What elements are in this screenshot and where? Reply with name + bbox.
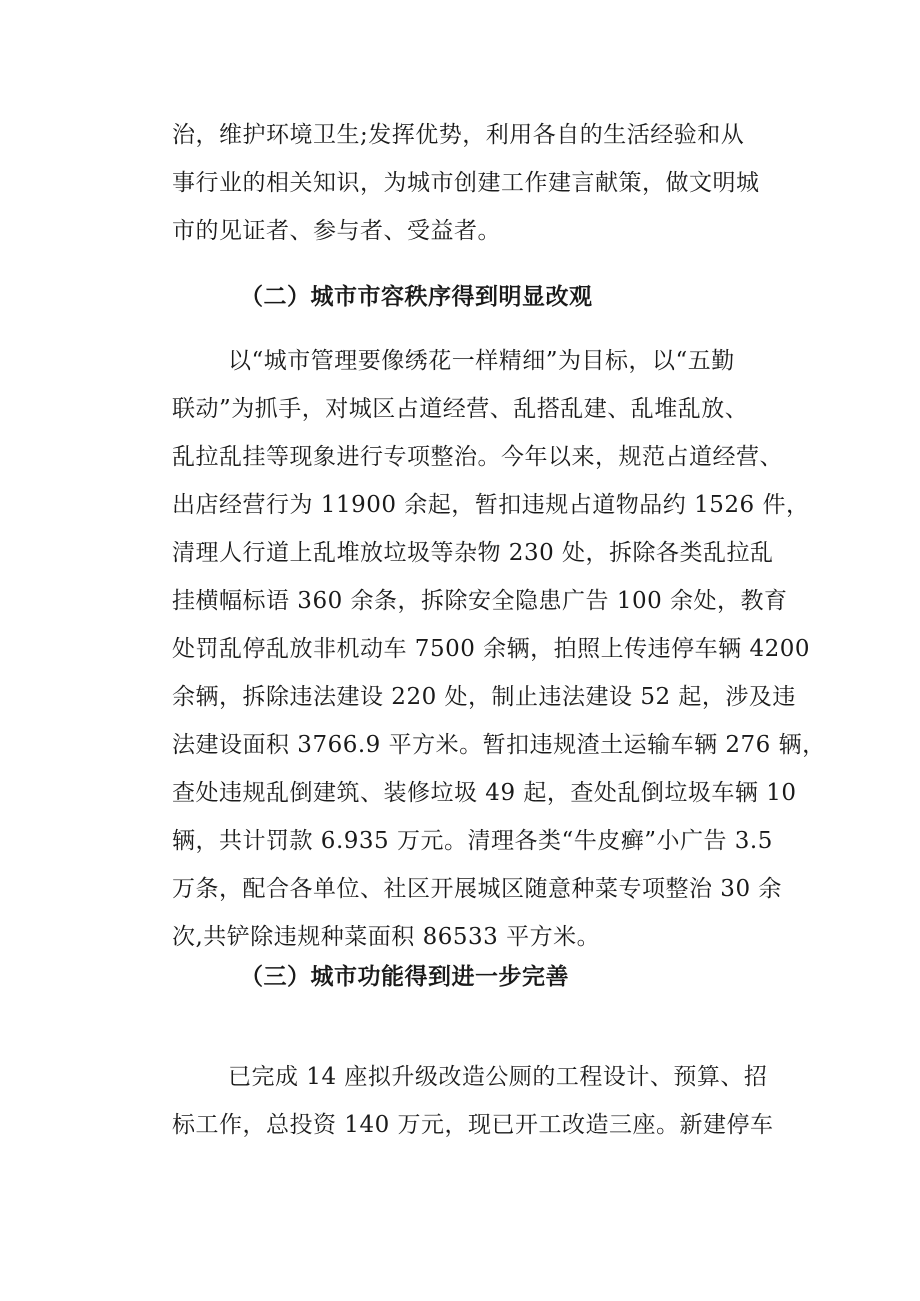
body-text-line: 以“城市管理要像绣花一样精细”为目标，以“五勤	[228, 348, 735, 374]
body-text-line: 市的见证者、参与者、受益者。	[172, 218, 501, 244]
body-text-line: 联动”为抓手，对城区占道经营、乱搭乱建、乱堆乱放、	[172, 396, 749, 422]
body-text-line: 法建设面积 3766.9 平方米。暂扣违规渣土运输车辆 276 辆，	[172, 732, 826, 758]
body-text-line: 处罚乱停乱放非机动车 7500 余辆，拍照上传违停车辆 4200	[172, 636, 810, 662]
body-text-line: 乱拉乱挂等现象进行专项整治。今年以来，规范占道经营、	[172, 444, 783, 470]
body-text-line: 治，维护环境卫生;发挥优势，利用各自的生活经验和从	[172, 122, 745, 148]
body-text-line: 万条，配合各单位、社区开展城区随意种菜专项整治 30 余	[172, 876, 782, 902]
body-text-line: 辆，共计罚款 6.935 万元。清理各类“牛皮癣”小广告 3.5	[172, 828, 773, 854]
body-text-line: 标工作，总投资 140 万元，现已开工改造三座。新建停车	[172, 1112, 774, 1138]
body-text-line: 出店经营行为 11900 余起，暂扣违规占道物品约 1526 件，	[172, 492, 810, 518]
body-text-line: 清理人行道上乱堆放垃圾等杂物 230 处，拆除各类乱拉乱	[172, 540, 774, 566]
body-text-line: 查处违规乱倒建筑、装修垃圾 49 起，查处乱倒垃圾车辆 10	[172, 780, 797, 806]
body-text-line: 挂横幅标语 360 余条，拆除安全隐患广告 100 余处，教育	[172, 588, 788, 614]
section-heading-2: （二）城市市容秩序得到明显改观	[240, 283, 593, 310]
body-text-line: 余辆，拆除违法建设 220 处，制止违法建设 52 起，涉及违	[172, 684, 796, 710]
body-text-line: 次,共铲除违规种菜面积 86533 平方米。	[172, 924, 601, 950]
body-text-line: 事行业的相关知识，为城市创建工作建言献策，做文明城	[172, 170, 760, 196]
body-text-line: 已完成 14 座拟升级改造公厕的工程设计、预算、招	[228, 1064, 768, 1090]
section-heading-3: （三）城市功能得到进一步完善	[240, 963, 569, 990]
